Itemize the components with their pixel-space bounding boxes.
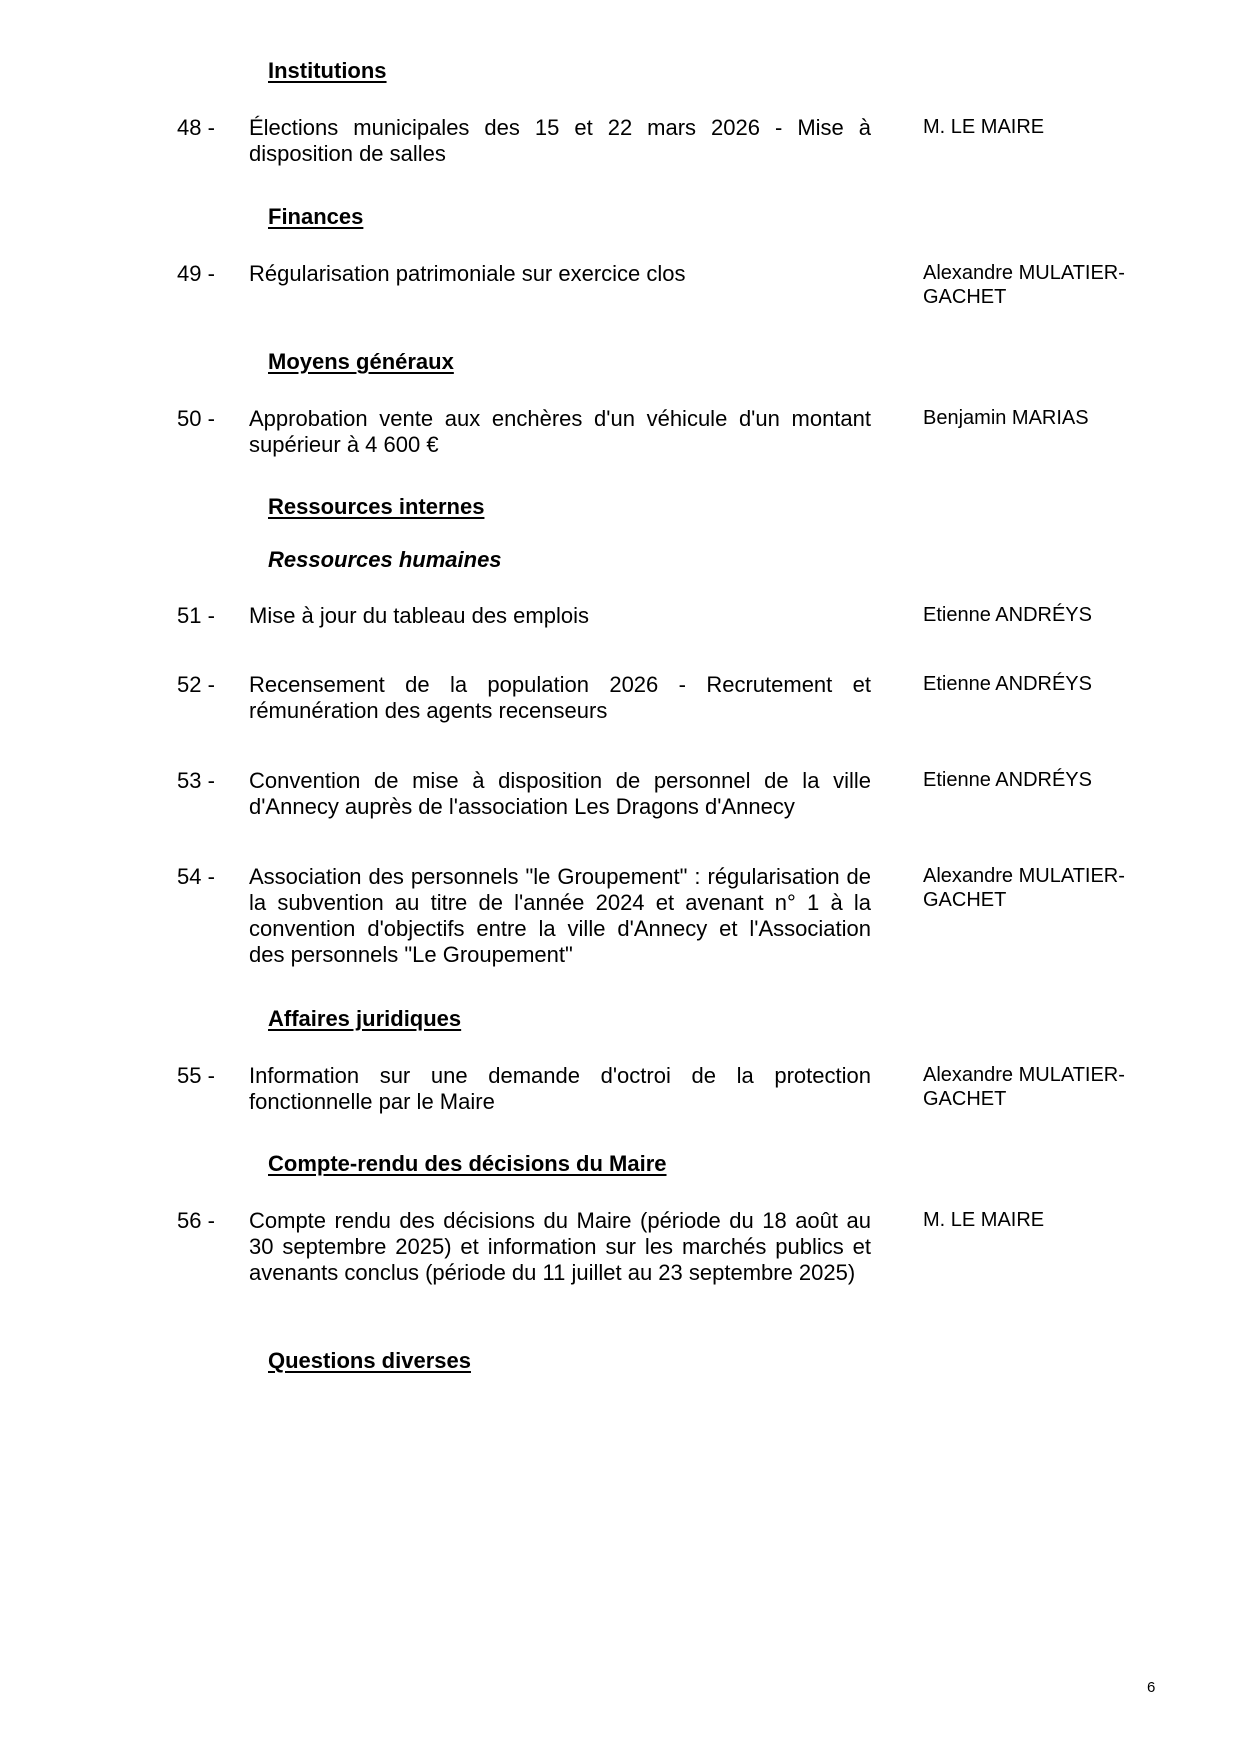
item-rapporteur: Etienne ANDRÉYS — [923, 769, 1092, 791]
item-rapporteur: Etienne ANDRÉYS — [923, 673, 1092, 695]
item-number: 48 - — [177, 115, 215, 140]
item-title: Régularisation patrimoniale sur exercice clos — [249, 261, 686, 286]
item-title: Compte rendu des décisions du Maire (période du 18 août au 30 septembre 2025) et information sur les marchés publics et avenants conclus (période du 11 juillet au 23 septembre 2025) — [249, 1208, 871, 1285]
item-rapporteur: Etienne ANDRÉYS — [923, 604, 1092, 626]
item-title: Approbation vente aux enchères d'un véhicule d'un montant supérieur à 4 600 € — [249, 406, 871, 457]
item-number: 51 - — [177, 603, 215, 628]
item-title: Information sur une demande d'octroi de la protection fonctionnelle par le Maire — [249, 1063, 871, 1114]
section-heading-moyens-generaux: Moyens généraux — [268, 349, 454, 374]
item-number: 50 - — [177, 406, 215, 431]
item-rapporteur: Benjamin MARIAS — [923, 407, 1089, 429]
item-rapporteur: Alexandre MULATIER-GACHET — [923, 262, 1125, 308]
item-title: Mise à jour du tableau des emplois — [249, 603, 589, 628]
item-title: Convention de mise à disposition de personnel de la ville d'Annecy auprès de l'association Les Dragons d'Annecy — [249, 768, 871, 819]
section-heading-finances: Finances — [268, 204, 364, 229]
item-rapporteur: Alexandre MULATIER-GACHET — [923, 865, 1125, 911]
subsection-heading-ressources-humaines: Ressources humaines — [268, 547, 502, 572]
item-number: 56 - — [177, 1208, 215, 1233]
item-number: 55 - — [177, 1063, 215, 1088]
item-number: 52 - — [177, 672, 215, 697]
section-heading-ressources-internes: Ressources internes — [268, 494, 485, 519]
section-heading-affaires-juridiques: Affaires juridiques — [268, 1006, 462, 1031]
item-number: 49 - — [177, 261, 215, 286]
item-rapporteur: M. LE MAIRE — [923, 1209, 1045, 1231]
item-number: 54 - — [177, 864, 215, 889]
section-heading-institutions: Institutions — [268, 58, 387, 83]
item-rapporteur: Alexandre MULATIER-GACHET — [923, 1064, 1125, 1110]
item-rapporteur: M. LE MAIRE — [923, 116, 1045, 138]
item-title: Association des personnels "le Groupement" : régularisation de la subvention au titre de l'année 2024 et avenant n° 1 à la convention d'objectifs entre la ville d'Annecy et l'Association des personnels "Le Groupement" — [249, 864, 871, 967]
section-heading-questions-diverses: Questions diverses — [268, 1348, 471, 1373]
page-number: 6 — [1147, 1679, 1156, 1696]
section-heading-compte-rendu: Compte-rendu des décisions du Maire — [268, 1151, 667, 1176]
item-number: 53 - — [177, 768, 215, 793]
item-title: Élections municipales des 15 et 22 mars 2026 - Mise à disposition de salles — [249, 115, 871, 166]
item-title: Recensement de la population 2026 - Recrutement et rémunération des agents recenseurs — [249, 672, 871, 723]
